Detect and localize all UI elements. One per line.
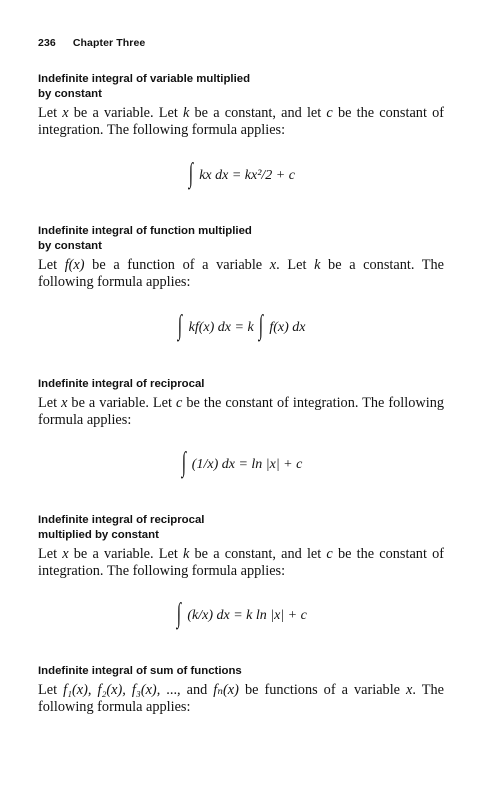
integral-sign-icon: ∫	[181, 447, 186, 478]
section-heading: Indefinite integral of sum of functions	[38, 665, 242, 677]
section-heading: Indefinite integral of reciprocal multiplied by constant	[38, 514, 205, 541]
section-body: Let f(x) be a function of a variable x. Let k be a constant. The following formula applies:	[38, 257, 444, 290]
section-heading: Indefinite integral of reciprocal	[38, 378, 205, 390]
section-body: Let x be a variable. Let k be a constant, and let c be the constant of integration. The following formula applies:	[38, 546, 445, 579]
section-body: Let x be a variable. Let c be the constant of integration. The following formula applies:	[38, 395, 444, 428]
formula: ∫ kf(x) dx = k ∫ f(x) dx	[178, 310, 306, 341]
integral-sign-icon: ∫	[258, 310, 264, 341]
section-sum-of-functions	[38, 664, 444, 715]
section-variable-times-constant	[38, 72, 445, 189]
section-function-times-constant	[38, 224, 444, 341]
section-reciprocal	[38, 377, 444, 478]
formula: ∫ (k/x) dx = k ln |x| + c	[176, 598, 307, 629]
section-body: Let x be a variable. Let k be a constant, and let c be the constant of integration. The following formula applies:	[38, 105, 445, 138]
page-number: 236	[38, 37, 56, 49]
section-heading: Indefinite integral of variable multiplied by constant	[38, 73, 251, 100]
section-heading: Indefinite integral of function multiplied by constant	[38, 225, 252, 252]
formula: ∫ (1/x) dx = ln |x| + c	[181, 447, 303, 478]
integral-sign-icon: ∫	[176, 598, 182, 629]
formula: ∫ kx dx = kx²/2 + c	[188, 158, 295, 189]
section-body: Let f₁(x), f₂(x), f₃(x), ..., and fₙ(x) be functions of a variable x. The following formula applies:	[38, 682, 444, 715]
running-head	[38, 37, 145, 49]
chapter-title: Chapter Three	[72, 37, 146, 49]
integral-sign-icon: ∫	[188, 158, 193, 189]
section-reciprocal-times-constant	[38, 513, 445, 629]
integral-sign-icon: ∫	[178, 310, 183, 341]
